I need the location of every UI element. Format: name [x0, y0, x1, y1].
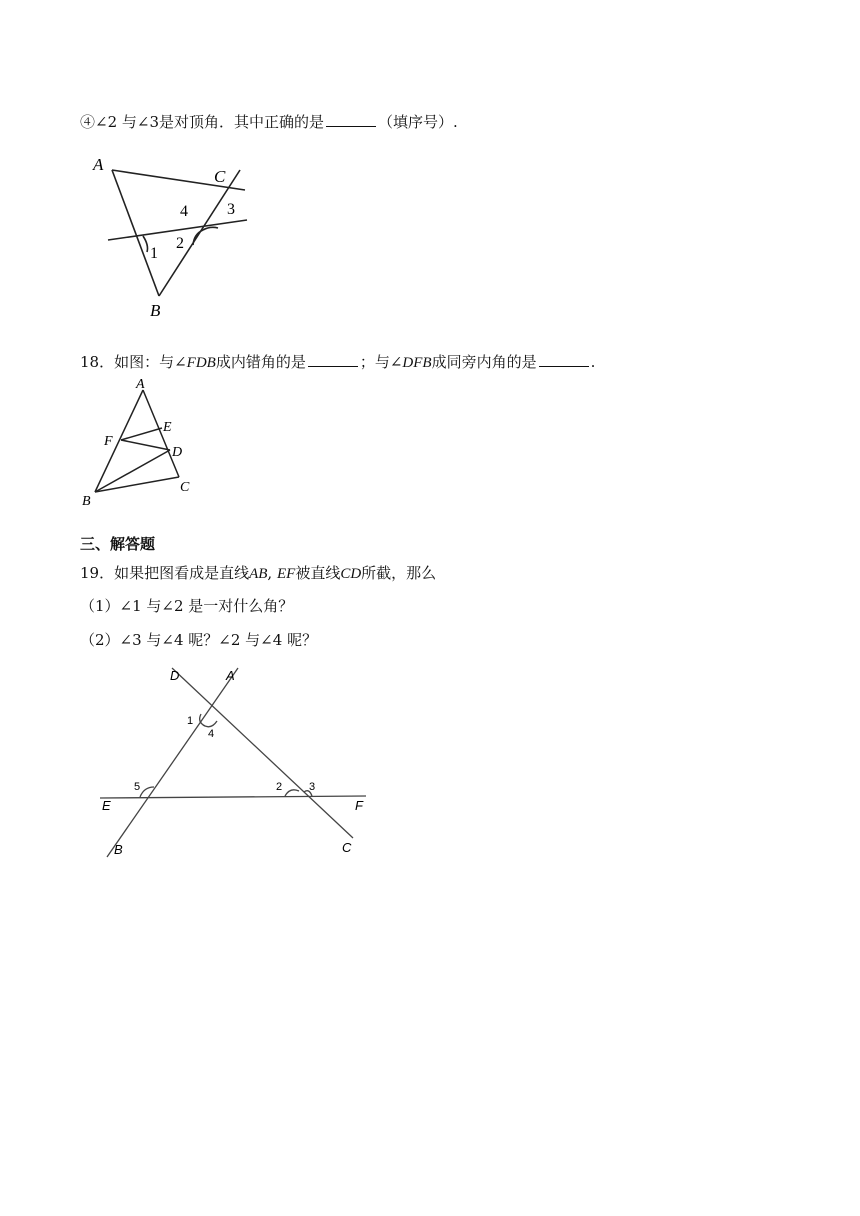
- fig2-label-F: F: [104, 434, 113, 449]
- fig3-label-E: E: [102, 798, 111, 813]
- fig2-label-D: D: [172, 445, 183, 460]
- fig3-line-AB: [107, 668, 238, 857]
- section-heading: 三、解答题: [80, 535, 156, 553]
- figure-3-transversals: [95, 662, 385, 862]
- fig1-label-A: A: [93, 155, 104, 174]
- q18-text-2: 成同旁内角的是: [431, 353, 537, 371]
- figure-1-triangle: [85, 152, 285, 322]
- fig2-label-A: A: [136, 377, 145, 392]
- fig1-label-C: C: [214, 167, 226, 186]
- fig3-line-DC: [172, 668, 353, 838]
- q19-intro: [80, 563, 436, 584]
- fig3-label-F: F: [355, 798, 363, 813]
- fig2-label-C: C: [180, 480, 190, 495]
- q18-answer-blank-2[interactable]: [539, 352, 589, 367]
- q19-line-ab: AB: [249, 566, 268, 582]
- q19-line-cd: CD: [340, 566, 362, 582]
- q19-text-a: 19．如果把图看成是直线: [80, 564, 250, 582]
- q17-hint: （填序号）.: [378, 113, 458, 131]
- q18-angle-fdb: FDB: [186, 355, 216, 371]
- fig3-label-5: 5: [134, 781, 141, 793]
- q18-question: [80, 352, 595, 373]
- fig3-label-D: D: [170, 668, 180, 683]
- fig3-label-2: 2: [276, 781, 283, 793]
- q18-end: .: [590, 353, 596, 371]
- q17-answer-blank[interactable]: [326, 112, 376, 127]
- fig3-label-1: 1: [187, 715, 194, 727]
- q18-lead: 18．如图：与∠: [80, 353, 187, 371]
- fig3-label-3: 3: [309, 781, 316, 793]
- q19-text-b: 被直线: [295, 564, 341, 582]
- q19-line-ef: EF: [276, 566, 296, 582]
- fig1-label-2: 2: [176, 235, 184, 252]
- q19-part-1: （1）∠1 与∠2 是一对什么角？: [80, 597, 294, 615]
- fig3-angle2-arc: [285, 790, 299, 796]
- fig3-label-4: 4: [208, 728, 215, 740]
- figure-2-triangle: [78, 378, 198, 508]
- fig2-label-E: E: [163, 420, 172, 435]
- q17-text: ④∠2 与∠3是对顶角．其中正确的是: [80, 113, 324, 131]
- fig2-line-FE: [121, 428, 162, 440]
- q19-text-c: 所截，那么: [361, 564, 437, 582]
- fig1-angle3-arc: [203, 227, 218, 230]
- fig2-line-FD: [121, 440, 170, 450]
- q19-part-2: （2）∠3 与∠4 呢？∠2 与∠4 呢？: [80, 631, 318, 649]
- fig1-label-3: 3: [227, 201, 235, 218]
- q18-text-1: 成内错角的是: [215, 353, 306, 371]
- fig1-label-1: 1: [150, 245, 158, 262]
- q18-answer-blank-1[interactable]: [308, 352, 358, 367]
- fig3-label-A: A: [226, 668, 235, 683]
- fig2-line-AC: [143, 390, 179, 477]
- fig1-label-B: B: [150, 301, 161, 320]
- fig1-angle1-arc: [143, 236, 148, 252]
- fig2-label-B: B: [82, 494, 91, 509]
- fig3-label-B: B: [114, 842, 123, 857]
- q19-comma: ,: [267, 564, 273, 582]
- q17-statement-4: [80, 112, 458, 132]
- fig3-label-C: C: [342, 840, 352, 855]
- fig2-line-AB: [95, 390, 143, 492]
- fig1-angle2-arc: [193, 230, 203, 245]
- q18-angle-dfb: DFB: [402, 355, 432, 371]
- q18-sep: ；与∠: [359, 353, 403, 371]
- fig1-label-4: 4: [180, 203, 188, 220]
- fig3-angle4-arc: [203, 721, 217, 727]
